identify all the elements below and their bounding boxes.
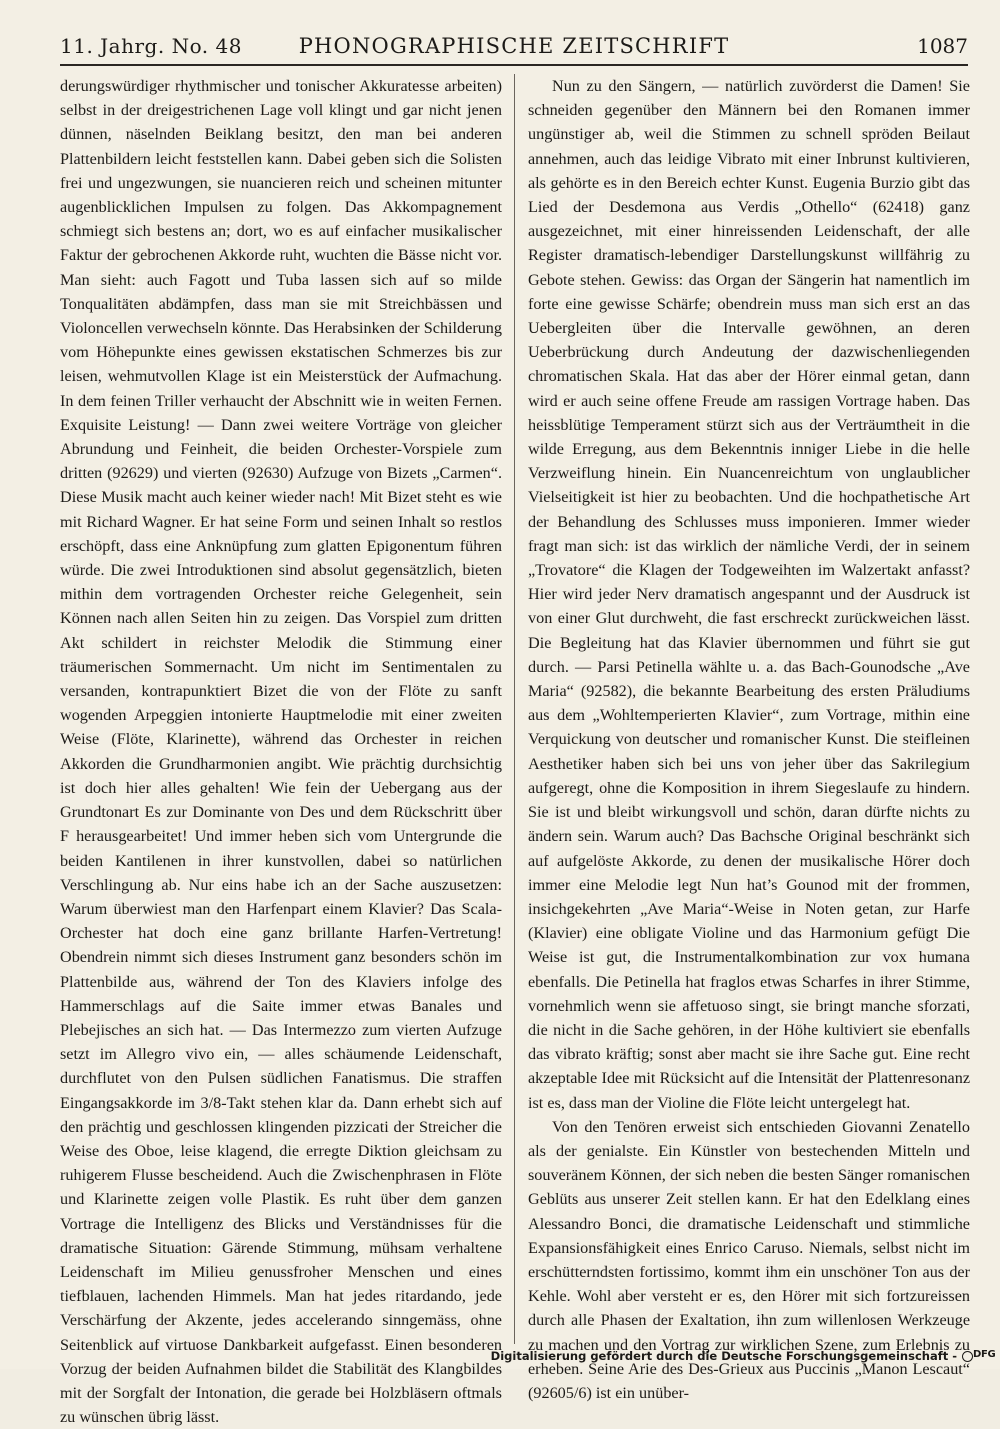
digitization-footer [490,1347,996,1365]
right-paragraph-1: Nun zu den Sängern, — natürlich zuvörderst die Damen! Sie schneiden gegenüber den Männern bei den Romanen immer ungünstiger ab, weil die Stimmen zu schnell spröden Beilaut annehmen, auch das leidige Vibrato mit einer Inbrunst kultivieren, als gehörte es in den Bereich echter Kunst. Eugenia Burzio gibt das Lied der Desdemona aus Verdis „Othello“ (62418) ganz ausgezeichnet, mit einer hinreissenden Leidenschaft, der alle Register dramatisch-lebendiger Darstellungskunst willfährig zu Gebote stehen. Gewiss: das Organ der Sängerin hat namentlich im forte eine gewisse Schärfe; obendrein muss man sich erst an das Uebergleiten über die Intervalle gewöhnen, an deren Ueberbrückung durch Andeutung der dazwischenliegenden chromatischen Skala. Hat das aber der Hörer einmal getan, dann wird er auch seine offene Freude am rassigen Vortrage haben. Das heissblütige Temperament stürzt sich aus der Verträumtheit in die wilde Erregung, aus dem Bekenntnis inniger Liebe in die helle Verzweiflung hinein. Ein Nuancenreichtum von unglaublicher Vielseitigkeit ist hier zu beobachten. Und die hochpathetische Art der Behandlung des Schlusses muss imponieren. Immer wieder fragt man sich: ist das wirklich der nämliche Verdi, der in seinem „Trovatore“ die Klagen der Todgeweihten im Walzertakt anfasst? Hier wird jeder Nerv dramatisch angespannt und der Ausdruck ist von einer Glut durchweht, die fast erschreckt zurückweichen lässt. Die Begleitung hat das Klavier übernommen und führt sie gut durch. — Parsi Petinella wählte u. a. das Bach-Gounodsche „Ave Maria“ (92582), die bekannte Bearbeitung des ersten Präludiums aus dem „Wohltemperierten Klavier“, zum Vortrage, mithin eine Verquickung von deutscher und romanischer Kunst. Die steifleinen Aesthetiker haben sich bei uns von jeher über das Sakrilegium aufgeregt, ohne die Komposition in ihrem Siegeslaufe zu hindern. Sie ist und bleibt wirkungsvoll und schön, daran dürfte nichts zu ändern sein. Warum auch? Das Bachsche Original beschränkt sich auf aufgelöste Akkorde, zu denen der musikalische Hörer doch immer eine Melodie legt Nun hat’s Gounod mit der frommen, insichgekehrten „Ave Maria“-Weise in Noten getan, zur Harfe (Klavier) eine obligate Violine und das Harmonium gefügt Die Weise ist gut, die Instrumentalkombination zur vox humana ebenfalls. Die Petinella hat fraglos etwas Scharfes in ihrer Stimme, vornehmlich wenn sie affetuoso singt, sie bringt manche sforzati, die nicht in die Sache gehören, in der Höhe kultiviert sie ebenfalls das vibrato kräftig; sonst aber macht sie ihre Sache gut. Eine recht akzeptable Idee mit Rücksicht auf die Intensität der Plattenresonanz ist es, dass man der Violine die Flöte leicht untergelegt hat. [528,77,970,1112]
page-number: 1087 [917,34,968,58]
dfg-logo-icon: DFG [962,1350,992,1362]
right-paragraph-2: Von den Tenören erweist sich entschieden Giovanni Zenatello als der genialste. Ein Künstler von bestechenden Mitteln und souveränem Können, der sich neben die besten Sänger romanischen Geblüts aus unserer Zeit stellen kann. Er hat den Edelklang eines Alessandro Bonci, die dramatische Leidenschaft und stimmliche Expansionsfähigkeit eines Enrico Caruso. Niemals, selbst nicht im erschütterndsten fortissimo, kommt ihm ein unschöner Ton aus der Kehle. Wohl aber versteht er es, den Hörer mit sich fortzureissen durch alle Phasen der Exaltation, ihn zum willenlosen Werkzeuge zu machen und den Vortrag zur wirklichen Szene, zum Erlebnis zu erheben. Seine Arie des Des-Grieux aus Puccinis „Manon Lescaut“ (92605/6) ist ein unüber- [528,1117,970,1402]
footer-credit: Digitalisierung gefördert durch die Deutsche Forschungsgemeinschaft - [490,1349,957,1363]
volume-issue: 11. Jahrg. No. 48 [60,34,242,58]
journal-title: PHONOGRAPHISCHE ZEITSCHRIFT [298,34,730,58]
left-paragraph-1: derungswürdiger rhythmischer und tonischer Akkuratesse arbeiten) selbst in der dreigestrichenen Lage voll klingt und gar nicht jenen dünnen, näselnden Beiklang besitzt, den man bei anderen Plattenbildern leicht feststellen kann. Dabei geben sich die Solisten frei und ungezwungen, sie nuancieren reich und scheinen mitunter augenblicklichen Impulsen zu folgen. Das Akkompagnement schmiegt sich bestens an; dort, wo es auf einfacher musikalischer Faktur der gebrochenen Akkorde ruht, wuchten die Bässe nicht vor. Man sieht: auch Fagott und Tuba lassen sich auf so milde Tonqualitäten abdämpfen, dass man sie mit Streichbässen und Violoncellen verwechseln könnte. Das Herabsinken der Schilderung vom Höhepunkte eines gewissen ekstatischen Schmerzes bis zur leisen, wehmutvollen Klage ist ein Meisterstück der Aufmachung. In dem feinen Triller verhaucht der Abschnitt wie in weiten Fernen. Exquisite Leistung! — Dann zwei weitere Vorträge von gleicher Abrundung und Feinheit, die beiden Orchester-Vorspiele zum dritten (92629) und vierten (92630) Aufzuge von Bizets „Carmen“. Diese Musik macht auch keiner wieder nach! Mit Bizet steht es wie mit Richard Wagner. Er hat seine Form und seinen Inhalt so restlos erschöpft, dass eine Anknüpfung zum glatten Epigonentum führen würde. Die zwei Introduktionen sind absolut gegensätzlich, bieten mithin dem vortragenden Orchester reiche Gelegenheit, sein Können nach allen Seiten hin zu zeigen. Das Vorspiel zum dritten Akt schildert in reichster Melodik die Stimmung einer träumerischen Sommernacht. Um nicht im Sentimentalen zu versanden, kontrapunktiert Bizet die von der Flöte zu sanft wogenden Arpeggien intonierte Hauptmelodie mit einer zweiten Weise (Flöte, Klarinette), während das Orchester in reichen Akkorden die Grundharmonien angibt. Wie prächtig durchsichtig ist doch hier alles gehalten! Wie fein der Uebergang aus der Grundtonart Es zur Dominante von Des und dem Rückschritt über F herausgearbeitet! Und immer heben sich vom Untergrunde die beiden Kantilenen in ihrer kunstvollen, dabei so natürlichen Verschlingung ab. Nur eins habe ich an der Sache auszusetzen: Warum überwiest man den Harfenpart einem Klavier? Das Scala-Orchester hat doch eine ganz brillante Harfen-Vertretung! Obendrein nimmt sich dieses Instrument ganz besonders schön im Plattenbilde aus, während der Ton des Klaviers infolge des Hammerschlags auf die Saite immer etwas Banales und Plebejisches an sich hat. — Das Intermezzo zum vierten Aufzuge setzt im Allegro vivo ein, — alles schäumende Leidenschaft, durchflutet von den Pulsen südlichen Fanatismus. Die straffen Eingangsakkorde im 3/8-Takt stehen klar da. Dann erhebt sich auf den prächtig und geschlossen klingenden pizzicati der Streicher die Weise des Oboe, leise klagend, die erregte Diktion gleichsam zu ruhigerem Flusse bescheidend. Auch die Zwischenphrasen in Flöte und Klarinette zeigen volle Plastik. Es ruht über dem ganzen Vortrage die Intelligenz des Blicks und Verständnisses für die dramatische Situation: Gärende Stimmung, mühsam verhaltene Leidenschaft im Milieu genussfroher Menschen und eines tiefblauen, lachenden Himmels. Man hat jedes ritardando, jede Verschärfung der Akzente, jedes accelerando sinngemäss, ohne Seitenblick auf virtuose Dankbarkeit aufgefasst. Einen besonderen Vorzug der beiden Aufnahmen bildet die Stabilität des Klangbildes mit der Sorgfalt der Intonation, die gerade bei Holzbläsern oftmals zu wünschen übrig lässt. [60,77,502,1427]
page-header [60,28,968,66]
column-divider [514,74,515,1344]
left-column [60,74,502,1427]
